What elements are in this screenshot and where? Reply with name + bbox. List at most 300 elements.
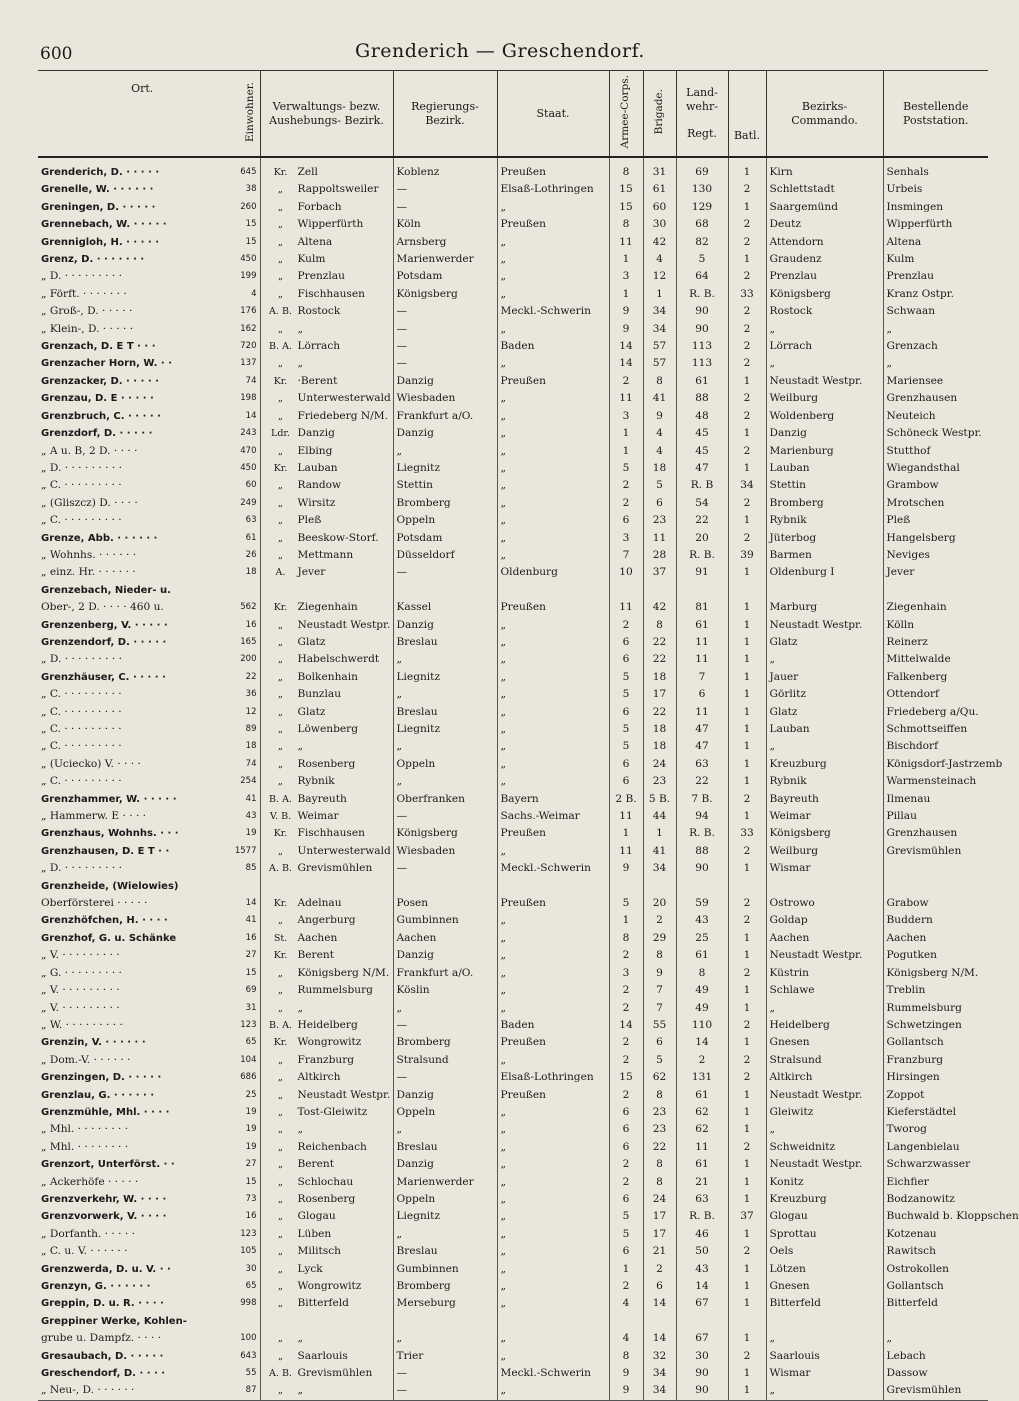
table-row <box>38 1348 988 1365</box>
verwaltung-bezirk: Berent <box>297 1158 334 1171</box>
cell-ort <box>38 599 260 616</box>
header-bezirkskommando-label: Bezirks- Commando. <box>791 99 858 127</box>
population: 61 <box>245 532 257 543</box>
cell-regt: 61 <box>676 1087 728 1104</box>
cell-post: „ <box>883 1330 988 1347</box>
table-row <box>38 234 988 251</box>
cell-kommando: Kreuzburg <box>766 756 883 773</box>
verwaltung-type: „ <box>278 845 283 857</box>
cell-ort <box>38 547 260 564</box>
cell-ort <box>38 791 260 808</box>
cell-armee: 11 <box>609 808 643 825</box>
cell-verwaltung <box>260 495 393 512</box>
verwaltung-type: A. <box>275 567 286 579</box>
verwaltung-type: „ <box>278 619 283 631</box>
cell-regierung: Köln <box>393 216 497 233</box>
cell-brigade: 21 <box>643 1243 676 1260</box>
cell-armee: 11 <box>609 843 643 860</box>
verwaltung-type: „ <box>278 1176 283 1188</box>
cell-batl <box>728 878 766 895</box>
cell-verwaltung <box>260 843 393 860</box>
cell-post: Königsdorf-Jastrzemb <box>883 756 988 773</box>
cell-verwaltung <box>260 1330 393 1347</box>
cell-armee: 6 <box>609 773 643 790</box>
col-header-verwaltung <box>260 71 393 158</box>
table-row <box>38 651 988 668</box>
cell-staat: „ <box>497 669 609 686</box>
cell-batl: 1 <box>728 1174 766 1191</box>
cell-brigade: 57 <box>643 355 676 372</box>
cell-kommando: Neustadt Westpr. <box>766 617 883 634</box>
place-name: „ C. · · · · · · · · · <box>41 723 122 735</box>
cell-staat: Preußen <box>497 1034 609 1051</box>
cell-batl: 1 <box>728 738 766 755</box>
population: 19 <box>245 1106 257 1117</box>
cell-kommando: Danzig <box>766 425 883 442</box>
cell-ort <box>38 1069 260 1086</box>
cell-batl: 1 <box>728 721 766 738</box>
table-row <box>38 286 988 303</box>
verwaltung-bezirk: Rappoltsweiler <box>297 183 379 196</box>
table-row <box>38 634 988 651</box>
cell-staat: „ <box>497 617 609 634</box>
table-row <box>38 216 988 233</box>
cell-staat: Meckl.-Schwerin <box>497 860 609 877</box>
col-header-armee <box>609 71 643 158</box>
cell-regt: 48 <box>676 408 728 425</box>
cell-brigade: 42 <box>643 234 676 251</box>
verwaltung-type: „ <box>278 1246 283 1258</box>
verwaltung-type: Ldr. <box>271 428 290 440</box>
col-header-post <box>883 71 988 158</box>
cell-post: Ziegenhain <box>883 599 988 616</box>
table-row <box>38 1382 988 1400</box>
cell-kommando: Rybnik <box>766 512 883 529</box>
cell-batl: 1 <box>728 564 766 581</box>
cell-ort <box>38 965 260 982</box>
population: 137 <box>240 358 257 369</box>
cell-regt: 113 <box>676 355 728 372</box>
cell-brigade: 1 <box>643 825 676 842</box>
table-row <box>38 947 988 964</box>
cell-regierung: Wiesbaden <box>393 390 497 407</box>
place-name: Grenzenberg, V. · · · · · <box>41 619 168 631</box>
cell-brigade: 8 <box>643 947 676 964</box>
cell-staat: „ <box>497 651 609 668</box>
cell-post <box>883 1313 988 1330</box>
cell-regierung: Bromberg <box>393 495 497 512</box>
cell-regt: 63 <box>676 756 728 773</box>
cell-verwaltung <box>260 512 393 529</box>
cell-verwaltung <box>260 808 393 825</box>
place-name: Greppin, D. u. R. · · · · <box>41 1298 164 1310</box>
cell-ort <box>38 634 260 651</box>
cell-brigade: 8 <box>643 617 676 634</box>
cell-ort <box>38 1174 260 1191</box>
cell-staat: „ <box>497 1174 609 1191</box>
cell-verwaltung <box>260 1348 393 1365</box>
cell-regierung: Breslau <box>393 704 497 721</box>
verwaltung-type: „ <box>278 1350 283 1362</box>
cell-batl: 2 <box>728 443 766 460</box>
cell-kommando: Attendorn <box>766 234 883 251</box>
cell-kommando: Marburg <box>766 599 883 616</box>
verwaltung-bezirk: Neustadt Westpr. <box>297 618 391 631</box>
header-einwohner-label: Einwohner. <box>244 81 257 142</box>
cell-post: Grambow <box>883 477 988 494</box>
cell-batl: 1 <box>728 669 766 686</box>
cell-ort <box>38 425 260 442</box>
cell-armee: 5 <box>609 686 643 703</box>
cell-armee: 2 <box>609 1034 643 1051</box>
cell-kommando: Deutz <box>766 216 883 233</box>
place-name: „ D. · · · · · · · · · <box>41 653 122 666</box>
cell-batl: 2 <box>728 1348 766 1365</box>
cell-post: Zoppot <box>883 1087 988 1104</box>
cell-armee: 8 <box>609 157 643 181</box>
cell-armee: 4 <box>609 1330 643 1347</box>
verwaltung-type: „ <box>278 706 283 718</box>
cell-ort <box>38 1052 260 1069</box>
cell-ort <box>38 1191 260 1208</box>
cell-post: Mittelwalde <box>883 651 988 668</box>
cell-kommando: Jauer <box>766 669 883 686</box>
cell-verwaltung <box>260 1139 393 1156</box>
population: 19 <box>245 828 257 839</box>
table-row <box>38 373 988 390</box>
cell-regt: 5 <box>676 251 728 268</box>
verwaltung-bezirk: Prenzlau <box>297 270 345 283</box>
cell-verwaltung <box>260 443 393 460</box>
cell-armee: 2 B. <box>609 791 643 808</box>
table-row <box>38 251 988 268</box>
cell-regierung: — <box>393 808 497 825</box>
population: 30 <box>245 1263 257 1274</box>
cell-ort <box>38 1000 260 1017</box>
cell-staat: „ <box>497 634 609 651</box>
verwaltung-type: Kr. <box>273 898 288 910</box>
cell-regierung: „ <box>393 651 497 668</box>
cell-regt: 6 <box>676 686 728 703</box>
cell-armee: 5 <box>609 895 643 912</box>
cell-kommando: Oels <box>766 1243 883 1260</box>
place-name: Greppiner Werke, Kohlen- <box>41 1315 187 1327</box>
cell-kommando: Woldenberg <box>766 408 883 425</box>
cell-verwaltung <box>260 321 393 338</box>
cell-verwaltung <box>260 1087 393 1104</box>
cell-post: Schöneck Westpr. <box>883 425 988 442</box>
verwaltung-bezirk: Altkirch <box>297 1071 341 1084</box>
cell-regierung: — <box>393 355 497 372</box>
cell-ort <box>38 564 260 581</box>
cell-brigade: 23 <box>643 1104 676 1121</box>
cell-ort <box>38 895 260 912</box>
cell-regt: 49 <box>676 1000 728 1017</box>
cell-kommando: Neustadt Westpr. <box>766 373 883 390</box>
verwaltung-bezirk: Aachen <box>297 931 338 944</box>
cell-ort <box>38 1104 260 1121</box>
cell-kommando: Küstrin <box>766 965 883 982</box>
cell-batl: 1 <box>728 982 766 999</box>
cell-staat: „ <box>497 1278 609 1295</box>
cell-verwaltung <box>260 268 393 285</box>
cell-post: Grenzhausen <box>883 825 988 842</box>
col-header-bezirkskommando <box>766 71 883 158</box>
cell-staat: „ <box>497 721 609 738</box>
place-name: Greningen, D. · · · · · <box>41 201 156 213</box>
cell-staat: „ <box>497 355 609 372</box>
cell-regt: R. B. <box>676 1208 728 1225</box>
population: 25 <box>245 1089 257 1100</box>
verwaltung-bezirk: Zell <box>297 166 318 178</box>
cell-regierung: — <box>393 303 497 320</box>
table-row <box>38 425 988 442</box>
cell-post: Schwetzingen <box>883 1017 988 1034</box>
cell-verwaltung <box>260 617 393 634</box>
cell-regt: 130 <box>676 181 728 198</box>
cell-batl: 1 <box>728 634 766 651</box>
cell-regt: R. B. <box>676 286 728 303</box>
cell-brigade: 32 <box>643 1348 676 1365</box>
verwaltung-bezirk: Wongrowitz <box>297 1280 362 1292</box>
place-name: „ V. · · · · · · · · · <box>41 949 120 962</box>
table-row <box>38 157 988 181</box>
cell-ort <box>38 477 260 494</box>
cell-regt: 45 <box>676 443 728 460</box>
verwaltung-type: „ <box>278 1159 283 1171</box>
cell-post: Neuteich <box>883 408 988 425</box>
table-row <box>38 547 988 564</box>
cell-regt: R. B. <box>676 547 728 564</box>
cell-brigade: 41 <box>643 390 676 407</box>
cell-staat: Preußen <box>497 1087 609 1104</box>
population: 85 <box>245 863 257 874</box>
col-header-regierung <box>393 71 497 158</box>
verwaltung-bezirk: Randow <box>297 479 342 492</box>
cell-regierung: Aachen <box>393 930 497 947</box>
cell-regt: 62 <box>676 1121 728 1138</box>
cell-armee: 2 <box>609 617 643 634</box>
cell-ort <box>38 443 260 460</box>
cell-post: Reinerz <box>883 634 988 651</box>
verwaltung-bezirk: Wirsitz <box>297 496 336 509</box>
verwaltung-bezirk: Saarlouis <box>297 1349 348 1362</box>
cell-regt: 2 <box>676 1052 728 1069</box>
cell-verwaltung <box>260 686 393 703</box>
cell-batl: 2 <box>728 216 766 233</box>
cell-verwaltung <box>260 564 393 581</box>
cell-ort <box>38 878 260 895</box>
cell-verwaltung <box>260 1052 393 1069</box>
cell-ort <box>38 651 260 668</box>
verwaltung-type: „ <box>278 1211 283 1223</box>
cell-post: Königsberg N/M. <box>883 965 988 982</box>
cell-regierung: Königsberg <box>393 825 497 842</box>
cell-brigade: 34 <box>643 1382 676 1400</box>
table-row <box>38 1313 988 1330</box>
population: 55 <box>245 1368 257 1379</box>
cell-batl: 2 <box>728 530 766 547</box>
cell-brigade: 55 <box>643 1017 676 1034</box>
cell-armee: 2 <box>609 982 643 999</box>
cell-staat: „ <box>497 495 609 512</box>
table-row <box>38 1139 988 1156</box>
cell-staat: „ <box>497 704 609 721</box>
cell-verwaltung <box>260 895 393 912</box>
cell-brigade: 34 <box>643 860 676 877</box>
cell-ort <box>38 808 260 825</box>
cell-batl: 37 <box>728 1208 766 1225</box>
place-name: „ G. · · · · · · · · · <box>41 966 122 979</box>
cell-brigade: 44 <box>643 808 676 825</box>
verwaltung-bezirk: Angerburg <box>297 914 356 927</box>
cell-verwaltung <box>260 234 393 251</box>
table-row <box>38 704 988 721</box>
cell-batl: 2 <box>728 965 766 982</box>
cell-staat: Preußen <box>497 825 609 842</box>
population: 60 <box>245 480 257 491</box>
cell-post <box>883 878 988 895</box>
cell-regierung: Oppeln <box>393 1191 497 1208</box>
table-row <box>38 390 988 407</box>
cell-staat <box>497 878 609 895</box>
cell-regt: 62 <box>676 1104 728 1121</box>
verwaltung-bezirk: Habelschwerdt <box>297 653 380 666</box>
verwaltung-type: „ <box>278 671 283 683</box>
cell-regierung: — <box>393 1017 497 1034</box>
table-row <box>38 1243 988 1260</box>
population: 19 <box>245 1141 257 1152</box>
cell-batl: 1 <box>728 704 766 721</box>
verwaltung-type: „ <box>278 1298 283 1310</box>
cell-regierung: — <box>393 321 497 338</box>
place-name: „ V. · · · · · · · · · <box>41 1001 120 1014</box>
cell-armee: 14 <box>609 1017 643 1034</box>
cell-armee <box>609 582 643 599</box>
cell-post: Neviges <box>883 547 988 564</box>
population: 27 <box>245 950 257 961</box>
cell-staat: „ <box>497 843 609 860</box>
population: 16 <box>245 932 257 943</box>
cell-regierung: — <box>393 1365 497 1382</box>
cell-batl: 2 <box>728 495 766 512</box>
place-name: grube u. Dampfz. · · · · <box>41 1332 162 1345</box>
table-row <box>38 1087 988 1104</box>
cell-ort <box>38 390 260 407</box>
table-row <box>38 1104 988 1121</box>
place-name: Grenzhöfchen, H. · · · · <box>41 915 168 927</box>
cell-kommando: Goldap <box>766 912 883 929</box>
verwaltung-type: Kr. <box>273 602 288 614</box>
verwaltung-type: „ <box>278 1072 283 1084</box>
place-name: Grennebach, W. · · · · · <box>41 219 167 231</box>
verwaltung-bezirk: „ <box>297 357 303 370</box>
cell-verwaltung <box>260 157 393 181</box>
place-name: Grenzebach, Nieder- u. <box>41 584 171 596</box>
cell-brigade: 41 <box>643 843 676 860</box>
cell-regierung: — <box>393 338 497 355</box>
cell-post: Pleß <box>883 512 988 529</box>
place-name: Grenzwerda, D. u. V. · · <box>41 1263 171 1275</box>
cell-brigade: 14 <box>643 1330 676 1347</box>
cell-post: Warmensteinach <box>883 773 988 790</box>
cell-regierung: — <box>393 199 497 216</box>
cell-brigade: 4 <box>643 425 676 442</box>
population: 1577 <box>234 845 257 856</box>
cell-brigade: 22 <box>643 1139 676 1156</box>
cell-kommando: Glogau <box>766 1208 883 1225</box>
place-name: „ Förft. · · · · · · · <box>41 287 127 300</box>
table-row <box>38 1000 988 1017</box>
cell-batl: 1 <box>728 1226 766 1243</box>
table-row <box>38 930 988 947</box>
cell-batl: 1 <box>728 1034 766 1051</box>
population: 12 <box>245 706 257 717</box>
cell-post: Ilmenau <box>883 791 988 808</box>
cell-brigade: 6 <box>643 495 676 512</box>
cell-ort <box>38 181 260 198</box>
cell-armee: 1 <box>609 425 643 442</box>
cell-post: Aachen <box>883 930 988 947</box>
cell-regt: 82 <box>676 234 728 251</box>
cell-regt: 20 <box>676 530 728 547</box>
cell-regt: 90 <box>676 303 728 320</box>
population: 74 <box>245 758 257 769</box>
cell-ort <box>38 686 260 703</box>
table-row <box>38 268 988 285</box>
cell-staat: Preußen <box>497 895 609 912</box>
population: 104 <box>240 1054 257 1065</box>
cell-kommando: Prenzlau <box>766 268 883 285</box>
verwaltung-type: „ <box>278 410 283 422</box>
cell-armee: 1 <box>609 251 643 268</box>
cell-staat: „ <box>497 1382 609 1400</box>
population: 450 <box>240 462 257 473</box>
place-name: Grenzverkehr, W. · · · · <box>41 1193 167 1205</box>
cell-ort <box>38 582 260 599</box>
cell-regierung: — <box>393 1382 497 1400</box>
cell-batl: 1 <box>728 1261 766 1278</box>
cell-batl: 1 <box>728 1295 766 1312</box>
cell-brigade: 34 <box>643 321 676 338</box>
population: 18 <box>245 567 257 578</box>
verwaltung-bezirk: Grevismühlen <box>297 1367 373 1380</box>
cell-post: Pillau <box>883 808 988 825</box>
cell-post: „ <box>883 355 988 372</box>
verwaltung-type: „ <box>278 393 283 405</box>
population: 38 <box>245 184 257 195</box>
cell-kommando: Kirn <box>766 157 883 181</box>
cell-verwaltung <box>260 651 393 668</box>
cell-staat: Elsaß-Lothringen <box>497 1069 609 1086</box>
population: 4 <box>251 288 257 299</box>
table-row <box>38 669 988 686</box>
cell-post: Prenzlau <box>883 268 988 285</box>
cell-armee: 2 <box>609 1000 643 1017</box>
table-row <box>38 1365 988 1382</box>
cell-verwaltung <box>260 825 393 842</box>
verwaltung-type: „ <box>278 1141 283 1153</box>
cell-brigade: 22 <box>643 634 676 651</box>
col-header-batl <box>728 71 766 158</box>
cell-batl: 1 <box>728 1104 766 1121</box>
cell-armee: 6 <box>609 1104 643 1121</box>
cell-ort <box>38 338 260 355</box>
cell-verwaltung <box>260 704 393 721</box>
cell-verwaltung <box>260 530 393 547</box>
verwaltung-bezirk: Lyck <box>297 1262 323 1275</box>
cell-post: Pogutken <box>883 947 988 964</box>
